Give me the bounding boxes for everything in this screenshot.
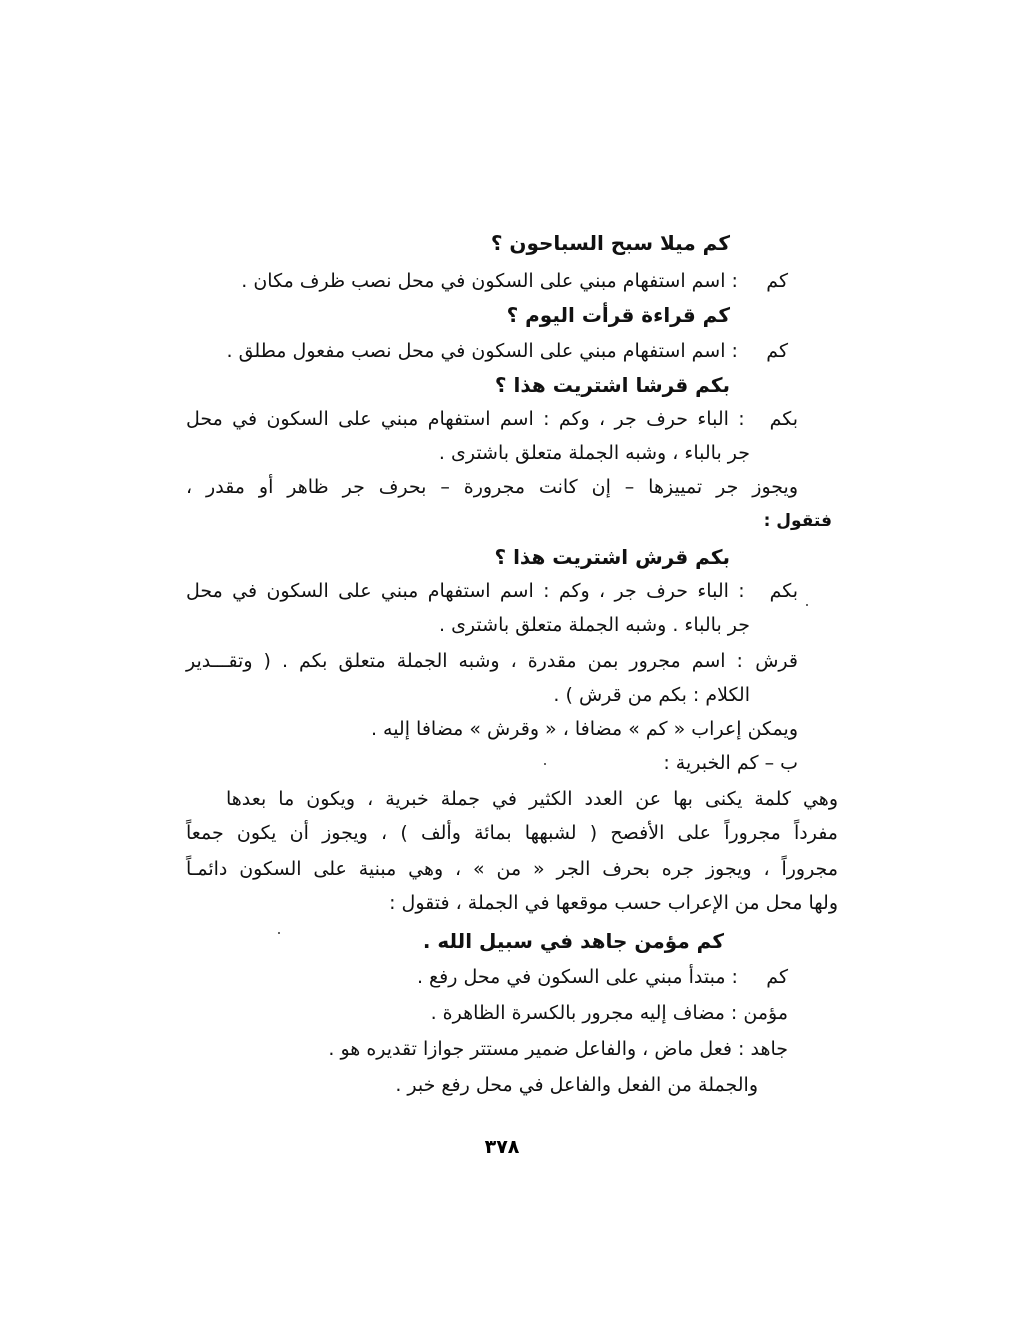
- analysis-line: [227, 338, 789, 364]
- scan-artifact: [544, 763, 546, 765]
- paragraph-line: مفرداً مجروراً على الأفصح ( لشبهها بمائة وألف ) ، ويجوز أن يكون جمعاً: [186, 822, 838, 844]
- example-sentence: بكم قرشا اشتريت هذا ؟: [494, 373, 730, 397]
- analysis-line: [431, 1000, 788, 1026]
- analysis-text: : اسم مجرور بمن مقدرة ، وشبه الجملة متعلق بكم . ( وتقـــدير: [186, 650, 743, 672]
- continuation-line: الكلام : بكم من قرش ) .: [553, 684, 750, 706]
- analysis-term: كم: [766, 966, 788, 988]
- paragraph-line: ويمكن إعراب « كم » مضافا ، « وقرش » مضافا إليه .: [370, 718, 798, 740]
- example-sentence: بكم قرش اشتريت هذا ؟: [494, 545, 730, 569]
- paragraph-line: وهي كلمة يكنى بها عن العدد الكثير في جملة خبرية ، ويكون ما بعدها: [226, 788, 838, 810]
- continuation-line: والجملة من الفعل والفاعل في محل رفع خبر .: [395, 1074, 758, 1096]
- analysis-term: بكم: [769, 408, 798, 430]
- analysis-text: : الباء حرف جر ، وكم : اسم استفهام مبني على السكون في محل: [186, 580, 745, 602]
- paragraph-line: ولها محل من الإعراب حسب موقعها في الجملة ، فتقول :: [389, 892, 838, 914]
- analysis-term: جاهد: [750, 1038, 788, 1060]
- example-sentence: كم مؤمن جاهد في سبيل الله .: [422, 929, 724, 953]
- analysis-term: كم: [766, 270, 788, 292]
- scan-artifact: [278, 932, 280, 934]
- continuation-line: جر بالباء ، وشبه الجملة متعلق باشترى .: [438, 442, 750, 464]
- analysis-line: [417, 964, 788, 990]
- paragraph-line: فتقول :: [763, 511, 832, 531]
- paragraph-line: ويجوز جر تمييزها – إن كانت مجرورة – بحرف جر ظاهر أو مقدر ،: [186, 476, 798, 498]
- analysis-term: قرش: [755, 650, 798, 672]
- analysis-text: : الباء حرف جر ، وكم : اسم استفهام مبني على السكون في محل: [186, 408, 745, 430]
- analysis-line: [186, 578, 798, 604]
- analysis-text: : مضاف إليه مجرور بالكسرة الظاهرة .: [430, 1002, 738, 1024]
- analysis-line: [186, 406, 798, 432]
- paragraph-line: مجروراً ، ويجوز جره بحرف الجر « من » ، وهي مبنية على السكون دائمـاً: [186, 858, 838, 880]
- analysis-term: بكم: [769, 580, 798, 602]
- analysis-text: : اسم استفهام مبني على السكون في محل نصب ظرف مكان .: [241, 270, 738, 292]
- example-sentence: كم ميلا سبح السباحون ؟: [490, 231, 730, 255]
- analysis-line: [241, 268, 788, 294]
- analysis-line: [186, 648, 798, 674]
- scan-artifact: [806, 604, 808, 606]
- example-sentence: كم قراءة قرأت اليوم ؟: [506, 303, 730, 327]
- section-heading: ب – كم الخبرية :: [663, 752, 798, 774]
- analysis-term: كم: [766, 340, 788, 362]
- analysis-line: [328, 1036, 788, 1062]
- page-number: ٣٧٨: [484, 1136, 520, 1158]
- analysis-text: : فعل ماض ، والفاعل ضمير مستتر جوازا تقديره هو .: [328, 1038, 745, 1060]
- analysis-term: مؤمن: [743, 1002, 788, 1024]
- continuation-line: جر بالباء . وشبه الجملة متعلق باشترى .: [438, 614, 750, 636]
- analysis-text: : اسم استفهام مبني على السكون في محل نصب مفعول مطلق .: [226, 340, 738, 362]
- analysis-text: : مبتدأ مبني على السكون في محل رفع .: [416, 966, 738, 988]
